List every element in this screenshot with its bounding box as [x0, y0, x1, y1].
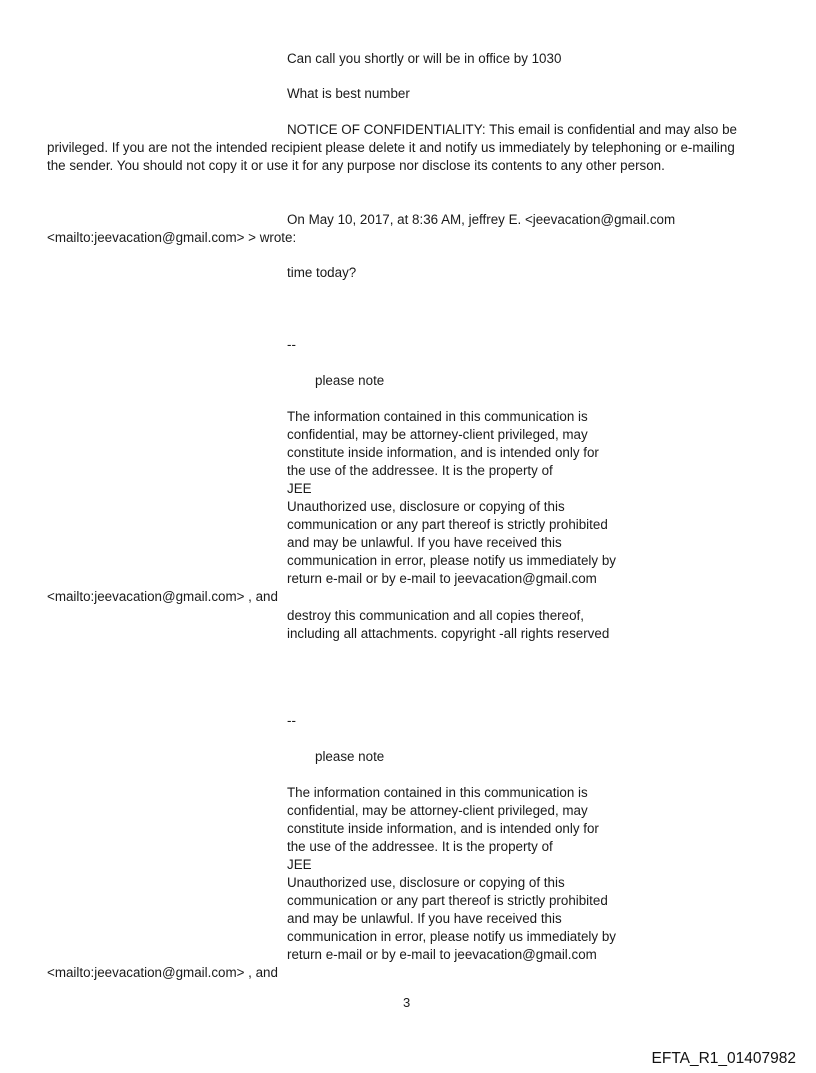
- email-reply-line: What is best number: [287, 86, 410, 101]
- bates-number: EFTA_R1_01407982: [651, 1050, 796, 1067]
- signature-disclaimer-line: JEE: [287, 857, 312, 872]
- signature-disclaimer-line: destroy this communication and all copies thereof,: [287, 608, 584, 623]
- signature-disclaimer-line: including all attachments. copyright -all rights reserved: [287, 626, 610, 641]
- signature-disclaimer-line: the use of the addressee. It is the property of: [287, 839, 553, 854]
- signature-note-line: please note: [315, 373, 385, 388]
- page-number: 3: [403, 995, 411, 1010]
- confidentiality-notice-line: the sender. You should not copy it or use it for any purpose nor disclose its contents to any other person.: [47, 158, 665, 173]
- quoted-message-line: time today?: [287, 265, 357, 280]
- email-reply-line: Can call you shortly or will be in office by 1030: [287, 51, 562, 66]
- confidentiality-notice-line: privileged. If you are not the intended recipient please delete it and notify us immediately by telephoning or e-mailing: [47, 140, 735, 155]
- signature-disclaimer-line: the use of the addressee. It is the property of: [287, 463, 553, 478]
- signature-disclaimer-line: <mailto:jeevacation@gmail.com> , and: [47, 965, 278, 980]
- signature-disclaimer-line: and may be unlawful. If you have received this: [287, 911, 562, 926]
- signature-note-line: please note: [315, 749, 385, 764]
- signature-disclaimer-line: communication or any part thereof is strictly prohibited: [287, 517, 608, 532]
- signature-disclaimer-line: and may be unlawful. If you have received this: [287, 535, 562, 550]
- signature-disclaimer-line: The information contained in this communication is: [287, 409, 588, 424]
- signature-disclaimer-line: Unauthorized use, disclosure or copying of this: [287, 499, 565, 514]
- confidentiality-notice-line: NOTICE OF CONFIDENTIALITY: This email is confidential and may also be: [287, 122, 737, 137]
- signature-separator: --: [287, 713, 296, 728]
- signature-disclaimer-line: <mailto:jeevacation@gmail.com> , and: [47, 589, 278, 604]
- signature-disclaimer-line: JEE: [287, 481, 312, 496]
- signature-disclaimer-line: confidential, may be attorney-client privileged, may: [287, 427, 588, 442]
- quote-attribution-line: <mailto:jeevacation@gmail.com> > wrote:: [47, 230, 297, 245]
- signature-separator: --: [287, 337, 296, 352]
- signature-disclaimer-line: communication in error, please notify us immediately by: [287, 929, 616, 944]
- signature-disclaimer-line: return e-mail or by e-mail to jeevacation@gmail.com: [287, 571, 597, 586]
- signature-disclaimer-line: communication in error, please notify us immediately by: [287, 553, 616, 568]
- signature-disclaimer-line: return e-mail or by e-mail to jeevacation@gmail.com: [287, 947, 597, 962]
- signature-disclaimer-line: confidential, may be attorney-client privileged, may: [287, 803, 588, 818]
- signature-disclaimer-line: constitute inside information, and is intended only for: [287, 445, 599, 460]
- signature-disclaimer-line: communication or any part thereof is strictly prohibited: [287, 893, 608, 908]
- signature-disclaimer-line: Unauthorized use, disclosure or copying of this: [287, 875, 565, 890]
- signature-disclaimer-line: constitute inside information, and is intended only for: [287, 821, 599, 836]
- quote-attribution-line: On May 10, 2017, at 8:36 AM, jeffrey E. <jeevacation@gmail.com: [287, 212, 676, 227]
- signature-disclaimer-line: The information contained in this communication is: [287, 785, 588, 800]
